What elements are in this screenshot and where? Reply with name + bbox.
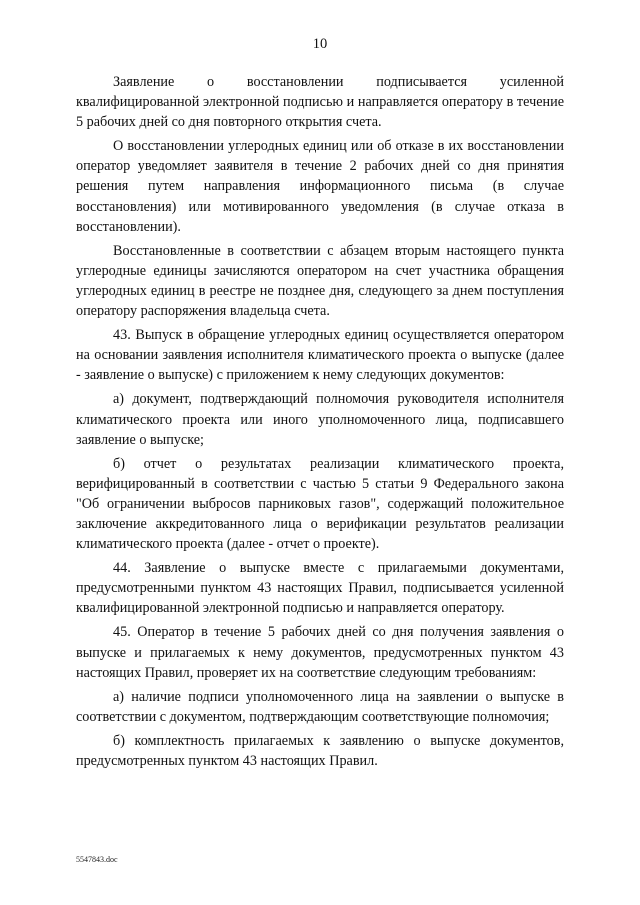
paragraph-restoration-signature: Заявление о восстановлении подписывается усиленной квалифицированной электронной подписью и направляется оператору в течение 5 рабочих дней со дня повторного открытия счета. (76, 74, 564, 131)
body-text (76, 72, 564, 775)
paragraph-item-44: 44. Заявление о выпуске вместе с прилагаемыми документами, предусмотренными пунктом 43 настоящих Правил, подписывается усиленной квалифицированной электронной подписью и направляется оператору. (76, 560, 564, 617)
paragraph-item-43-a: а) документ, подтверждающий полномочия руководителя исполнителя климатического проекта или иного уполномоченного лица, подписавшего заявление о выпуске; (76, 391, 564, 448)
document-file-id: 5547843.doc (76, 855, 118, 864)
paragraph-item-43: 43. Выпуск в обращение углеродных единиц осуществляется оператором на основании заявления исполнителя климатического проекта о выпуске (далее - заявление о выпуске) с приложением к нему следующих документов: (76, 327, 564, 384)
paragraph-restored-units-credit: Восстановленные в соответствии с абзацем вторым настоящего пункта углеродные единицы зачисляются оператором на счет участника обращения углеродных единиц в реестре не позднее дня, следующего за днем поступления оператору распоряжения владельца счета. (76, 242, 564, 320)
page-number: 10 (312, 36, 328, 52)
paragraph-item-45: 45. Оператор в течение 5 рабочих дней со дня получения заявления о выпуске и прилагаемых к нему документов, предусмотренных пунктом 43 настоящих Правил, проверяет их на соответствие следующим требованиям: (76, 624, 564, 681)
paragraph-item-45-a: а) наличие подписи уполномоченного лица на заявлении о выпуске в соответствии с документом, подтверждающим соответствующие полномочия; (76, 688, 564, 725)
paragraph-restoration-notice: О восстановлении углеродных единиц или об отказе в их восстановлении оператор уведомляет заявителя в течение 2 рабочих дней со дня принятия решения путем направления информационного письма (в случае восстановления) или мотивированного уведомления (в случае отказа в восстановлении). (76, 138, 564, 235)
paragraph-item-45-b: б) комплектность прилагаемых к заявлению о выпуске документов, предусмотренных пунктом 43 настоящих Правил. (76, 732, 564, 769)
paragraph-item-43-b: б) отчет о результатах реализации климатического проекта, верифицированный в соответствии с частью 5 статьи 9 Федерального закона "Об ограничении выбросов парниковых газов", содержащий положительное заключение аккредитованного лица о верификации результатов реализации климатического проекта (далее - отчет о проекте). (76, 455, 564, 553)
